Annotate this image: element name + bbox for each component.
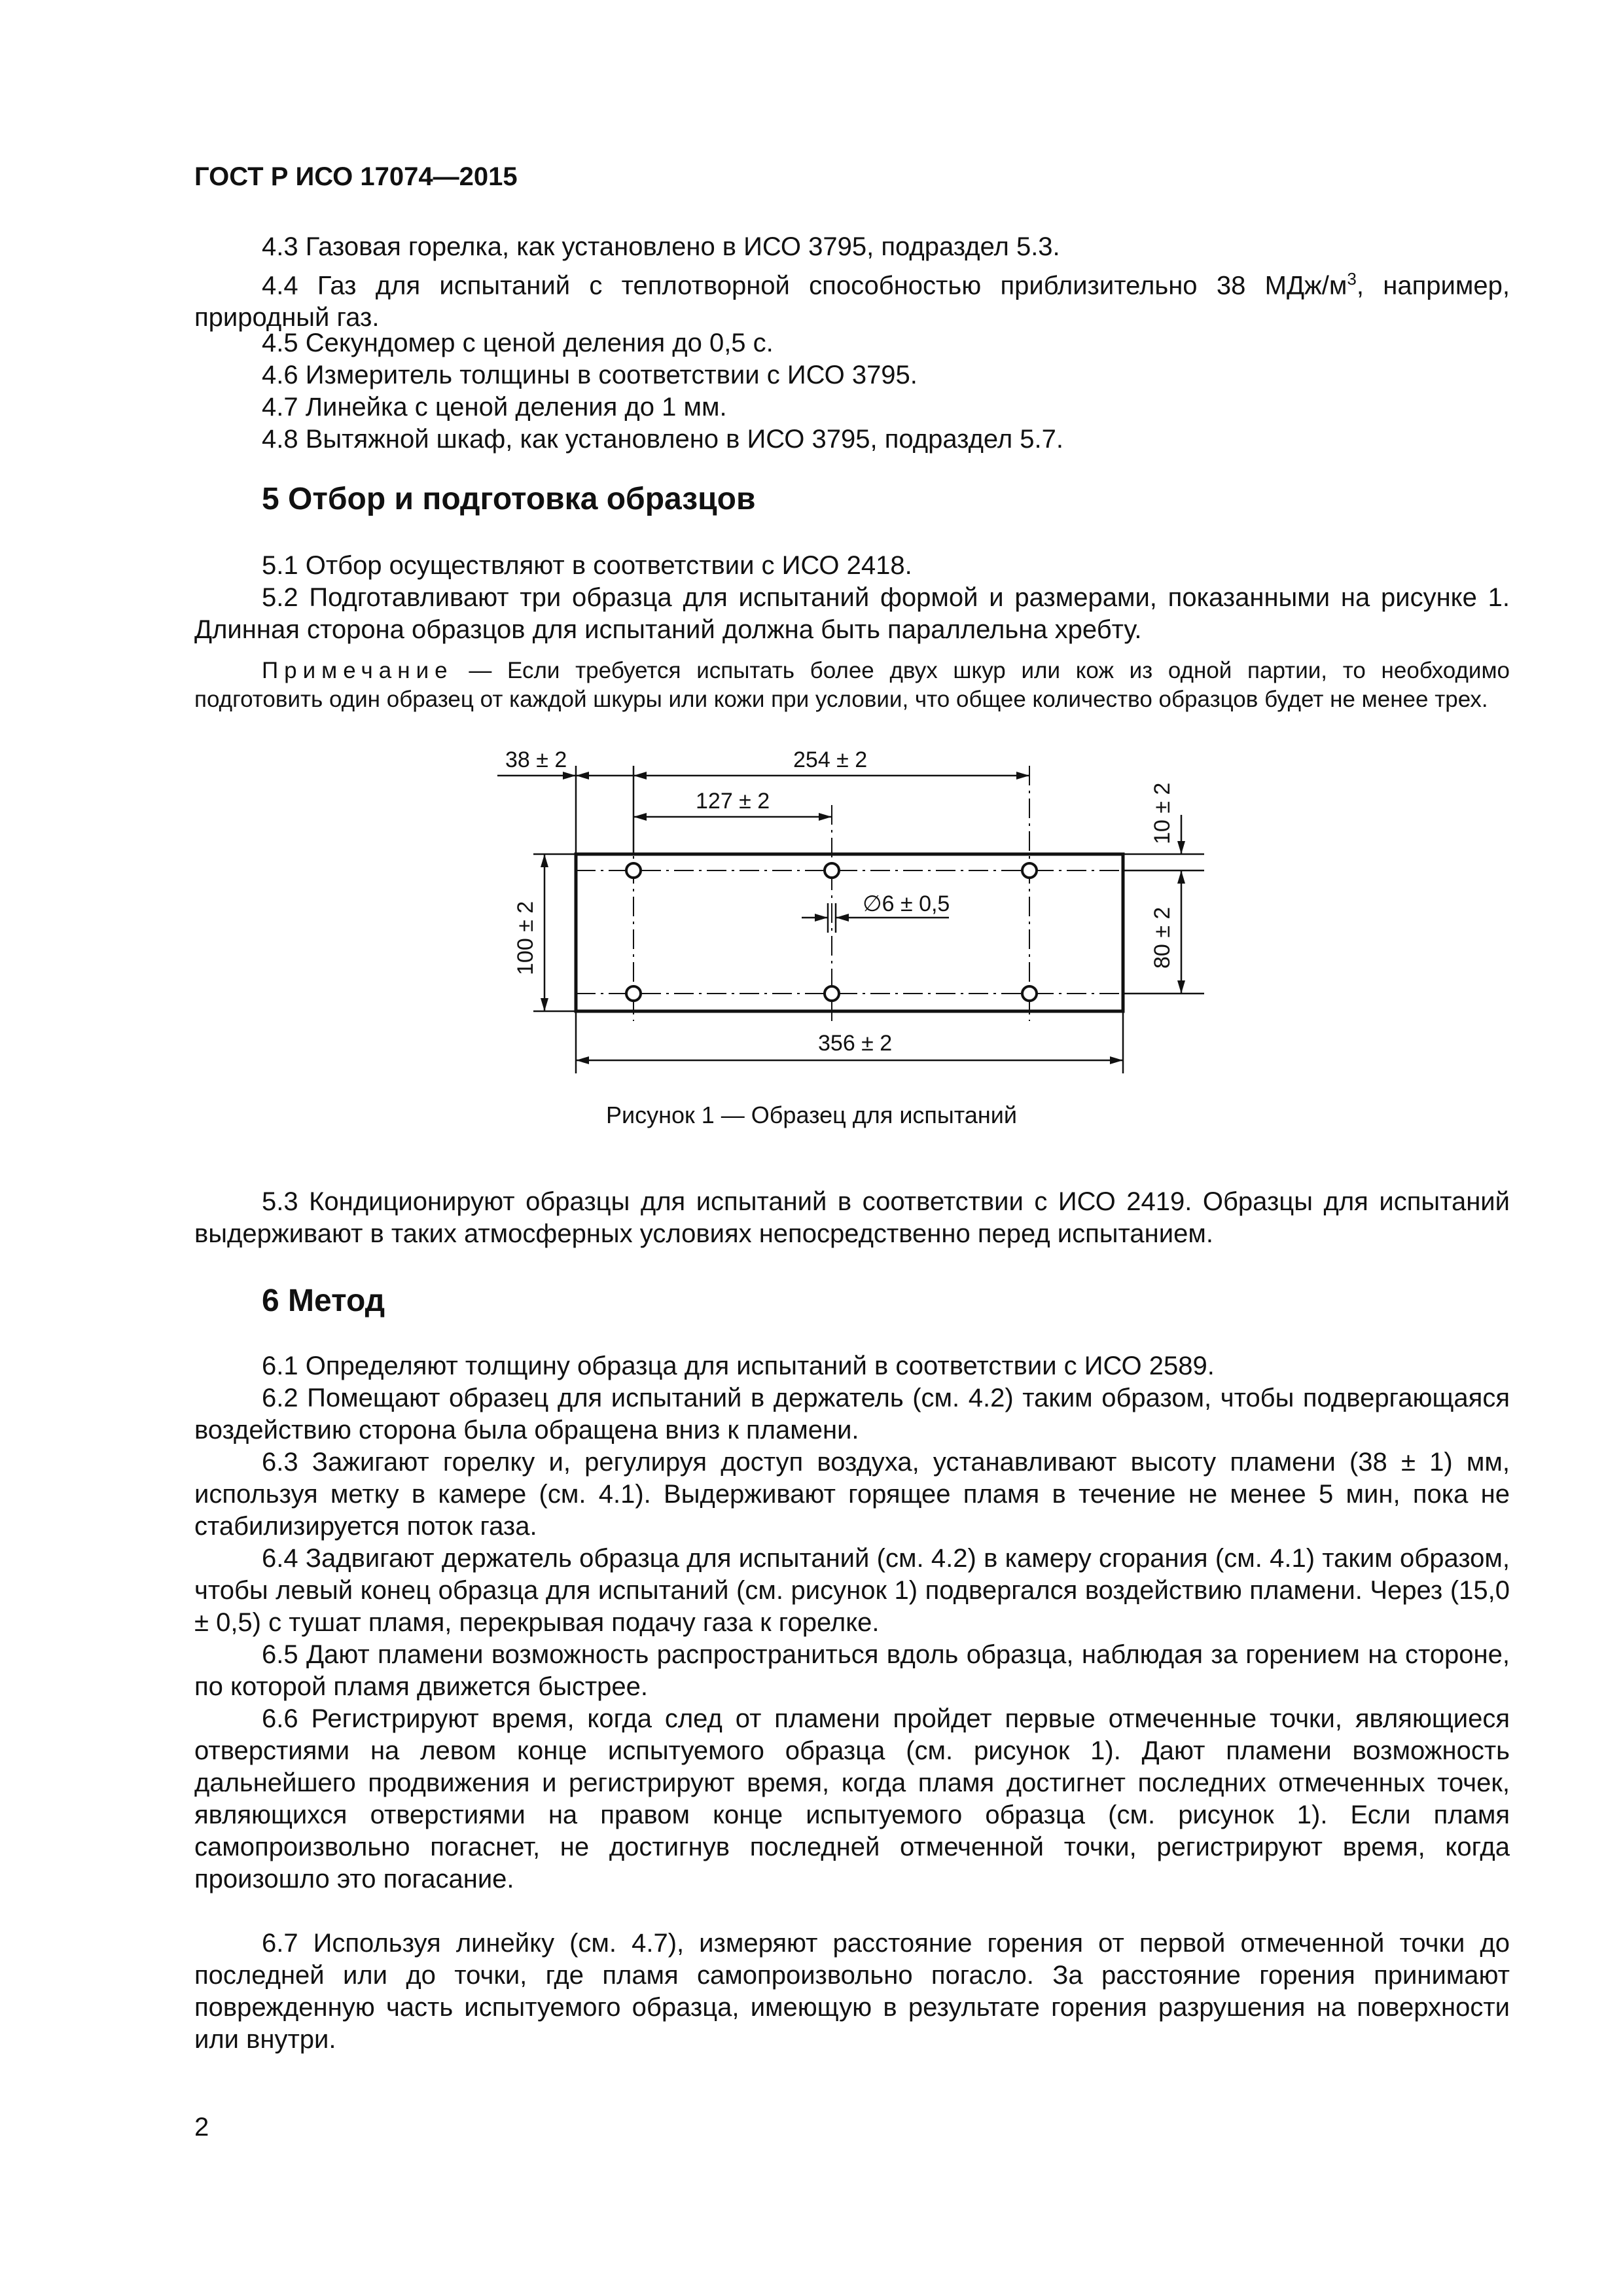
clause-4-4-superscript: 3 bbox=[1347, 269, 1357, 289]
dim-label-hole: ∅6 ± 0,5 bbox=[863, 891, 950, 916]
dim-label-38: 38 ± 2 bbox=[505, 747, 567, 772]
note-label: Примечание bbox=[262, 658, 454, 683]
clause-6-6: 6.6 Регистрируют время, когда след от пламени пройдет первые отмеченные точки, являющиеся отверстиями на левом конце испытуемого образца (см. рисунок 1). Дают пламени возможность дальнейшего продвижения и регистрируют время, когда пламя достигнет последних отмеченных точек, являющихся отверстиями на правом конце испытуемого образца (см. рисунок 1). Если пламя самопроизвольно погаснет, не достигнув последней отмеченной точки, регистрируют время, когда произошло это погасание. bbox=[194, 1704, 1510, 1893]
clause-6-1: 6.1 Определяют толщину образца для испытаний в соответствии с ИСО 2589. bbox=[262, 1352, 1215, 1380]
clause-6-5: 6.5 Дают пламени возможность распространиться вдоль образца, наблюдая за горением на стороне, по которой пламя движется быстрее. bbox=[194, 1640, 1510, 1701]
clause-6-3: 6.3 Зажигают горелку и, регулируя доступ воздуха, устанавливают высоту пламени (38 ± 1) мм, используя метку в камере (см. 4.1). Выдерживают горящее пламя в течение не менее 5 мин, пока не стабилизируется поток газа. bbox=[194, 1448, 1510, 1541]
clause-5-1: 5.1 Отбор осуществляют в соответствии с ИСО 2418. bbox=[262, 551, 912, 580]
note-text: — Если требуется испытать более двух шкур или кож из одной партии, то необходимо подготовить один образец от каждой шкуры или кожи при условии, что общее количество образцов будет не менее трех. bbox=[194, 658, 1510, 712]
clause-4-4-text-end: , например, природный газ. bbox=[194, 271, 1510, 332]
page-number: 2 bbox=[194, 2113, 209, 2142]
section-5-heading: 5 Отбор и подготовка образцов bbox=[262, 482, 756, 516]
clause-4-8: 4.8 Вытяжной шкаф, как установлено в ИСО 3795, подраздел 5.7. bbox=[262, 425, 1063, 454]
clause-4-3: 4.3 Газовая горелка, как установлено в ИСО 3795, подраздел 5.3. bbox=[262, 232, 1060, 261]
document-header: ГОСТ Р ИСО 17074—2015 bbox=[194, 162, 518, 191]
extension-lines bbox=[533, 766, 1204, 1073]
clause-4-6: 4.6 Измеритель толщины в соответствии с ИСО 3795. bbox=[262, 361, 918, 389]
figure-1-caption: Рисунок 1 — Образец для испытаний bbox=[606, 1102, 1017, 1128]
specimen-outline bbox=[576, 854, 1123, 1011]
dim-label-356: 356 ± 2 bbox=[818, 1031, 893, 1056]
clause-6-4: 6.4 Задвигают держатель образца для испытаний (см. 4.2) в камеру сгорания (см. 4.1) таким образом, чтобы левый конец образца для испытаний (см. рисунок 1) подвергался воздействию пламени. Через (15,0 ± 0,5) с тушат пламя, перекрывая подачу газа к горелке. bbox=[194, 1544, 1510, 1637]
clause-6-7: 6.7 Используя линейку (см. 4.7), измеряют расстояние горения от первой отмеченной точки до последней или до точки, где пламя самопроизвольно погасло. За расстояние горения принимают поврежденную часть испытуемого образца, имеющую в результате горения разрушения на поверхности или внутри. bbox=[194, 1929, 1510, 2054]
clause-6-2: 6.2 Помещают образец для испытаний в держатель (см. 4.2) таким образом, чтобы подвергающаяся воздействию сторона была обращена вниз к пламени. bbox=[194, 1384, 1510, 1444]
dim-label-10: 10 ± 2 bbox=[1150, 782, 1175, 844]
dim-label-100: 100 ± 2 bbox=[513, 901, 538, 975]
dim-label-80: 80 ± 2 bbox=[1150, 906, 1175, 969]
dim-label-254: 254 ± 2 bbox=[793, 747, 868, 772]
clause-4-4-text: 4.4 Газ для испытаний с теплотворной способностью приблизительно 38 МДж/м bbox=[262, 271, 1347, 300]
clause-5-3: 5.3 Кондиционируют образцы для испытаний в соответствии с ИСО 2419. Образцы для испытаний выдерживают в таких атмосферных условиях непосредственно перед испытанием. bbox=[194, 1187, 1510, 1248]
clause-4-5: 4.5 Секундомер с ценой деления до 0,5 с. bbox=[262, 329, 774, 357]
section-6-heading: 6 Метод bbox=[262, 1283, 385, 1318]
clause-4-7: 4.7 Линейка с ценой деления до 1 мм. bbox=[262, 393, 727, 422]
clause-5-2: 5.2 Подготавливают три образца для испытаний формой и размерами, показанными на рисунке 1. Длинная сторона образцов для испытаний должна быть параллельна хребту. bbox=[194, 583, 1510, 644]
dim-label-127: 127 ± 2 bbox=[696, 789, 770, 814]
